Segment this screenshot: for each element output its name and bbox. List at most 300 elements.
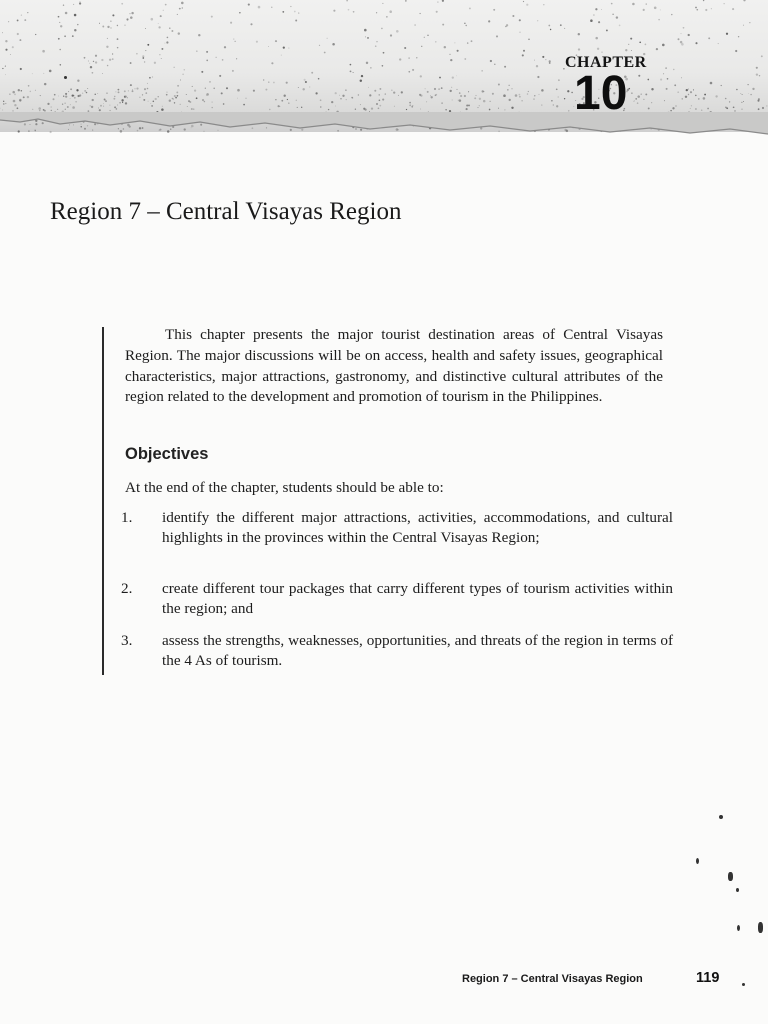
print-speck [365, 36, 366, 37]
print-speck [35, 90, 36, 91]
print-speck [398, 95, 399, 96]
print-speck [311, 72, 313, 74]
print-speck [174, 102, 175, 103]
print-speck [237, 89, 240, 92]
print-speck [106, 92, 108, 94]
print-speck [396, 30, 399, 33]
print-speck [143, 99, 145, 101]
print-speck [54, 94, 56, 96]
print-speck [479, 105, 480, 106]
print-speck [515, 94, 518, 97]
print-speck [27, 96, 29, 98]
print-speck [342, 95, 344, 97]
print-speck [451, 87, 452, 88]
page-number: 119 [696, 970, 720, 986]
print-speck [110, 21, 111, 22]
print-speck [161, 48, 163, 50]
print-speck [75, 101, 77, 103]
print-speck [265, 89, 267, 91]
print-speck [435, 94, 437, 96]
print-speck [528, 91, 529, 92]
print-speck [5, 74, 6, 75]
print-speck [149, 77, 151, 79]
chapter-number: 10 [574, 67, 628, 120]
print-speck [174, 67, 175, 68]
print-speck [21, 14, 22, 15]
print-speck [353, 11, 355, 13]
print-speck [174, 95, 176, 97]
print-speck [65, 109, 66, 110]
print-speck [158, 23, 159, 24]
print-speck [556, 105, 558, 107]
print-speck [424, 37, 425, 38]
print-speck [305, 81, 307, 83]
print-speck [237, 98, 238, 99]
print-speck [117, 38, 119, 40]
print-speck [88, 61, 89, 62]
print-speck [219, 75, 221, 77]
print-speck [743, 0, 745, 1]
print-speck [10, 54, 11, 55]
print-speck [30, 91, 32, 93]
print-speck [643, 99, 644, 100]
print-speck [114, 106, 116, 108]
print-speck [741, 102, 742, 103]
footer-running-title: Region 7 – Central Visayas Region [462, 973, 643, 985]
print-speck [281, 100, 283, 102]
print-speck [122, 102, 123, 103]
print-speck [112, 53, 113, 54]
print-speck [65, 93, 67, 95]
print-speck [209, 81, 210, 82]
print-speck [567, 90, 569, 92]
print-speck [382, 65, 384, 67]
print-speck [175, 97, 177, 99]
print-speck [206, 95, 207, 96]
print-speck [189, 101, 191, 103]
print-speck [630, 38, 632, 40]
print-speck [103, 103, 104, 104]
print-speck [522, 54, 524, 56]
print-speck [105, 100, 107, 102]
print-speck [20, 68, 22, 70]
print-speck [761, 55, 763, 57]
print-speck [124, 90, 126, 92]
print-speck [464, 58, 466, 60]
print-speck [628, 44, 629, 45]
print-speck [663, 73, 664, 74]
print-speck [51, 110, 52, 111]
print-speck [64, 76, 67, 79]
print-speck [3, 103, 4, 104]
print-speck [145, 28, 146, 29]
print-speck [571, 92, 572, 93]
print-speck [318, 78, 320, 80]
print-speck [528, 38, 530, 40]
print-speck [332, 43, 335, 46]
print-speck [648, 107, 650, 109]
print-speck [405, 0, 406, 1]
print-speck [686, 89, 688, 91]
print-speck [718, 43, 719, 44]
print-speck [467, 42, 468, 43]
print-speck [182, 7, 183, 8]
print-speck [369, 94, 371, 96]
print-speck [21, 90, 23, 92]
print-speck [416, 57, 417, 58]
print-speck [360, 79, 362, 81]
print-speck [59, 22, 60, 23]
print-speck [97, 93, 98, 94]
print-speck [211, 107, 212, 108]
print-speck [541, 104, 542, 105]
print-speck [631, 50, 632, 51]
print-speck [379, 88, 381, 90]
print-speck [153, 101, 155, 103]
print-speck [355, 109, 356, 110]
print-speck [698, 98, 700, 100]
print-speck [269, 109, 270, 110]
print-speck [519, 94, 521, 96]
print-speck [625, 49, 627, 51]
print-speck [296, 100, 297, 101]
print-speck [693, 89, 694, 90]
print-speck [58, 96, 59, 97]
print-speck [695, 95, 697, 97]
print-speck [408, 57, 409, 58]
print-speck [324, 52, 326, 54]
print-speck [159, 54, 160, 55]
print-speck [298, 87, 299, 88]
print-speck [651, 88, 653, 90]
print-speck [756, 73, 758, 75]
print-speck [457, 50, 459, 52]
print-speck [155, 98, 157, 100]
print-speck [492, 93, 494, 95]
print-speck [695, 7, 697, 9]
objectives-lead: At the end of the chapter, students should be able to: [125, 479, 444, 496]
print-speck [550, 29, 551, 30]
print-speck [286, 82, 288, 84]
print-speck [696, 858, 699, 864]
print-speck [99, 23, 100, 24]
print-speck [166, 94, 168, 96]
print-speck [590, 19, 593, 22]
print-speck [519, 32, 520, 33]
print-speck [408, 71, 410, 73]
print-speck [145, 92, 147, 94]
print-speck [667, 78, 669, 80]
print-speck [360, 104, 361, 105]
print-speck [65, 95, 67, 97]
print-speck [290, 6, 291, 7]
print-speck [479, 98, 481, 100]
print-speck [677, 91, 679, 93]
print-speck [125, 102, 127, 104]
print-speck [295, 20, 297, 22]
print-speck [23, 96, 25, 98]
print-speck [741, 109, 742, 110]
print-speck [488, 20, 490, 22]
header-torn-edge [0, 112, 768, 146]
print-speck [3, 101, 4, 102]
print-speck [76, 89, 78, 91]
print-speck [378, 107, 380, 109]
print-speck [483, 91, 484, 92]
print-speck [662, 44, 665, 47]
print-speck [390, 34, 392, 36]
print-speck [263, 79, 264, 80]
print-speck [545, 59, 546, 60]
print-speck [278, 105, 280, 107]
print-speck [442, 24, 444, 26]
print-speck [683, 27, 685, 29]
print-speck [437, 1, 438, 2]
print-speck [147, 83, 148, 84]
print-speck [726, 33, 728, 35]
print-speck [58, 16, 60, 18]
print-speck [74, 14, 77, 17]
print-speck [38, 107, 41, 110]
print-speck [656, 48, 658, 50]
print-speck [60, 64, 62, 66]
print-speck [212, 102, 213, 103]
print-speck [420, 13, 421, 14]
print-speck [459, 92, 461, 94]
print-speck [382, 3, 383, 4]
print-speck [490, 101, 491, 102]
print-speck [162, 106, 163, 107]
print-speck [735, 50, 737, 52]
print-speck [498, 84, 500, 86]
print-speck [302, 88, 304, 90]
print-speck [198, 34, 200, 36]
print-speck [65, 12, 68, 15]
print-speck [118, 91, 120, 93]
print-speck [721, 85, 722, 86]
print-speck [2, 68, 3, 69]
print-speck [691, 105, 692, 106]
print-speck [703, 0, 704, 1]
print-speck [695, 108, 697, 110]
print-speck [177, 14, 178, 15]
print-speck [710, 82, 713, 85]
print-speck [152, 76, 153, 77]
print-speck [409, 102, 411, 104]
print-speck [92, 72, 94, 74]
print-speck [537, 76, 539, 78]
print-speck [89, 63, 90, 64]
print-speck [352, 97, 354, 99]
print-speck [17, 107, 19, 109]
print-speck [750, 94, 751, 95]
print-speck [752, 88, 754, 90]
print-speck [106, 46, 108, 48]
print-speck [736, 888, 739, 892]
print-speck [169, 27, 170, 28]
print-speck [40, 95, 41, 96]
print-speck [77, 24, 78, 25]
print-speck [102, 26, 104, 28]
print-speck [193, 108, 195, 110]
print-speck [593, 14, 595, 16]
print-speck [151, 105, 153, 107]
print-speck [68, 91, 69, 92]
print-speck [358, 94, 359, 95]
print-speck [17, 33, 19, 35]
print-speck [281, 55, 282, 56]
print-speck [112, 14, 114, 16]
print-speck [526, 4, 528, 6]
print-speck [43, 73, 44, 74]
print-speck [367, 37, 369, 39]
print-speck [63, 96, 64, 97]
print-speck [340, 98, 341, 99]
print-speck [645, 44, 647, 46]
print-speck [233, 39, 234, 40]
print-speck [701, 109, 702, 110]
print-speck [205, 88, 206, 89]
print-speck [474, 97, 476, 99]
print-speck [393, 91, 395, 93]
print-speck [729, 101, 730, 102]
print-speck [459, 99, 462, 102]
print-speck [371, 108, 373, 110]
print-speck [95, 55, 97, 57]
print-speck [320, 99, 322, 101]
print-speck [142, 55, 144, 57]
print-speck [74, 97, 76, 99]
print-speck [58, 38, 60, 40]
print-speck [435, 41, 436, 42]
print-speck [646, 4, 647, 5]
print-speck [145, 50, 146, 51]
print-speck [364, 29, 367, 32]
print-speck [271, 7, 272, 8]
print-speck [79, 94, 81, 96]
print-speck [695, 42, 697, 44]
print-speck [73, 4, 74, 5]
print-speck [19, 100, 21, 102]
print-speck [733, 106, 735, 108]
print-speck [315, 92, 317, 94]
print-speck [204, 101, 206, 103]
print-speck [511, 88, 512, 89]
print-speck [191, 108, 193, 110]
objective-number: 3. [121, 632, 133, 649]
print-speck [35, 34, 36, 35]
print-speck [681, 77, 682, 78]
print-speck [441, 87, 443, 89]
print-speck [759, 75, 760, 76]
print-speck [167, 37, 169, 39]
print-speck [248, 4, 250, 6]
print-speck [394, 106, 395, 107]
print-speck [93, 61, 94, 62]
print-speck [635, 98, 637, 100]
print-speck [121, 99, 123, 101]
print-speck [144, 88, 146, 90]
print-speck [766, 105, 768, 107]
print-speck [612, 14, 613, 15]
print-speck [118, 89, 120, 91]
print-speck [762, 107, 764, 109]
print-speck [245, 98, 246, 99]
print-speck [465, 25, 466, 26]
print-speck [647, 79, 649, 81]
print-speck [27, 12, 28, 13]
print-speck [534, 60, 535, 61]
print-speck [412, 69, 414, 71]
print-speck [503, 94, 506, 97]
print-speck [578, 48, 580, 50]
print-speck [84, 57, 86, 59]
print-speck [288, 48, 289, 49]
print-speck [399, 58, 401, 60]
chapter-label: CHAPTER [565, 54, 647, 71]
print-speck [166, 41, 168, 43]
print-speck [9, 94, 10, 95]
print-speck [469, 7, 471, 9]
print-speck [401, 91, 403, 93]
print-speck [115, 91, 116, 92]
print-speck [353, 72, 354, 73]
print-speck [611, 3, 613, 5]
print-speck [32, 109, 33, 110]
print-speck [165, 4, 167, 6]
print-speck [708, 37, 710, 39]
print-speck [715, 95, 717, 97]
print-speck [619, 25, 621, 27]
print-speck [101, 59, 103, 61]
objective-item [121, 631, 673, 671]
print-speck [309, 87, 310, 88]
print-speck [17, 19, 19, 21]
print-speck [117, 25, 118, 26]
print-speck [682, 98, 683, 99]
objective-number: 1. [121, 509, 133, 526]
print-speck [483, 100, 486, 103]
print-speck [632, 3, 635, 6]
print-speck [758, 108, 760, 110]
print-speck [519, 96, 521, 98]
print-speck [704, 94, 706, 96]
print-speck [507, 89, 508, 90]
print-speck [182, 73, 184, 75]
print-speck [130, 84, 132, 86]
print-speck [117, 47, 119, 49]
print-speck [8, 21, 9, 22]
print-speck [504, 66, 506, 68]
objectives-heading: Objectives [125, 445, 209, 463]
print-speck [142, 57, 144, 59]
print-speck [14, 104, 16, 106]
print-speck [331, 101, 333, 103]
print-speck [119, 102, 121, 104]
print-speck [150, 103, 151, 104]
print-speck [80, 1, 81, 2]
print-speck [634, 100, 635, 101]
print-speck [84, 90, 86, 92]
print-speck [77, 80, 79, 82]
print-speck [509, 85, 510, 86]
print-speck [680, 41, 683, 44]
print-speck [2, 110, 3, 111]
print-speck [651, 102, 652, 103]
print-speck [553, 104, 554, 105]
print-speck [53, 98, 55, 100]
print-speck [32, 73, 33, 74]
